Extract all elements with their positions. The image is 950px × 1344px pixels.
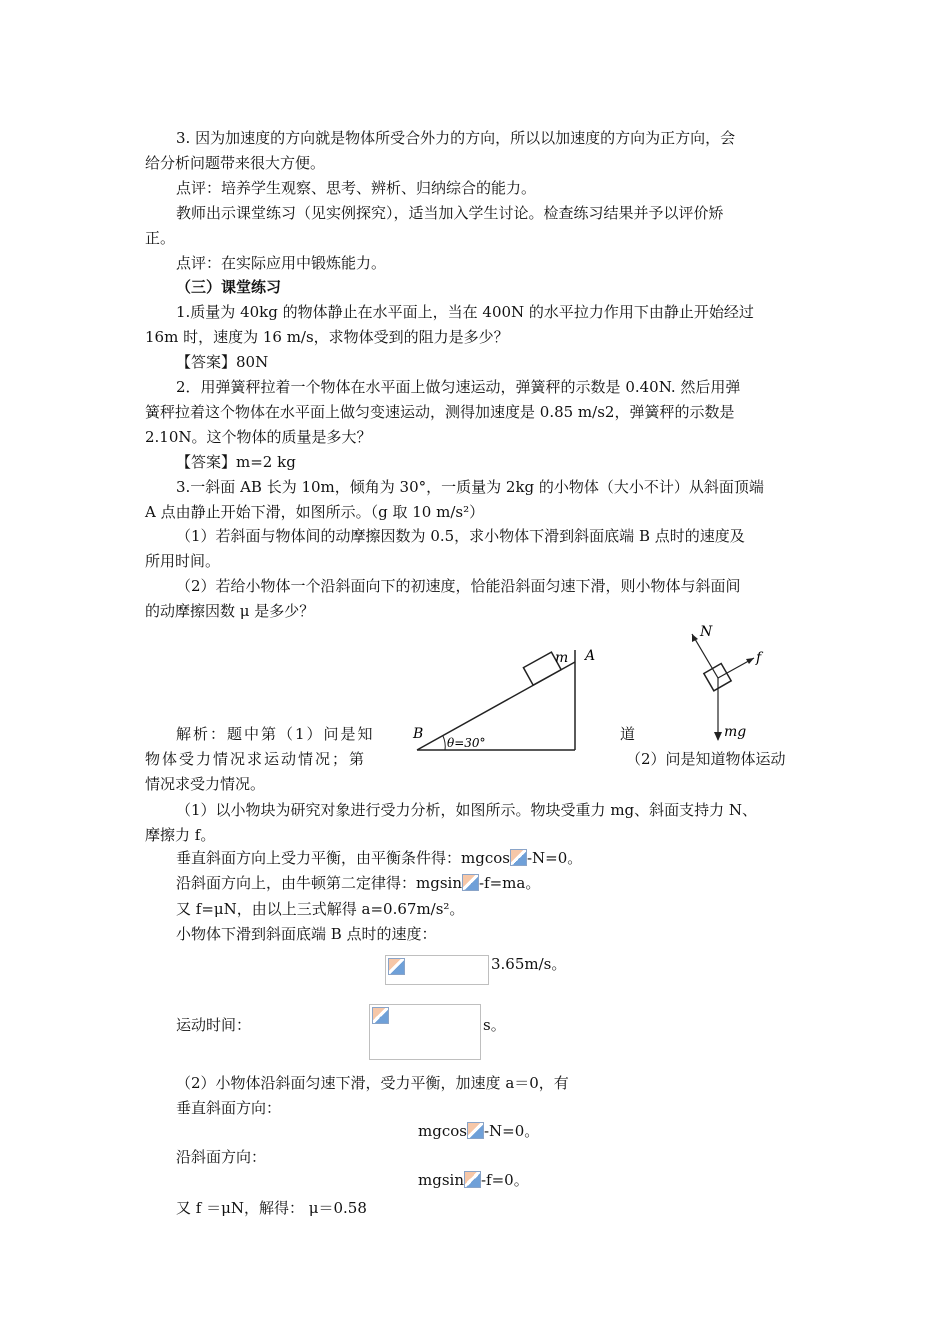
equation-line	[418, 1169, 529, 1191]
paragraph-line: 正。	[145, 229, 176, 247]
paragraph-line: 点评：培养学生观察、思考、辨析、归纳综合的能力。	[176, 179, 537, 197]
missing-image-icon	[462, 874, 479, 891]
solution-line: 垂直斜面方向：	[176, 1099, 282, 1117]
question-line: 3.一斜面 AB 长为 10m，倾角为 30°，一质量为 2kg 的小物体（大小不计）从斜面顶端	[176, 478, 764, 496]
solution-line: 沿斜面方向：	[176, 1148, 267, 1166]
paragraph-line: 教师出示课堂练习（见实例探究），适当加入学生讨论。检查练习结果并予以评价矫	[176, 204, 724, 222]
solution-line: （2）小物体沿斜面匀速下滑，受力平衡，加速度 a＝0，有	[176, 1074, 569, 1092]
paragraph-line: 点评：在实际应用中锻炼能力。	[176, 254, 387, 272]
solution-line: s。	[483, 1016, 506, 1034]
equation-text: 垂直斜面方向上受力平衡，由平衡条件得：mgcos	[176, 849, 510, 867]
solution-line: 摩擦力 f。	[145, 826, 216, 844]
solution-line: 又 f ＝μN，解得： μ＝0.58	[176, 1199, 367, 1217]
point-b-label: B	[413, 726, 424, 742]
friction-label: f	[756, 650, 762, 666]
solution-line: 又 f=μN，由以上三式解得 a=0.67m/s²。	[176, 900, 465, 918]
equation-text: mgsin	[418, 1171, 464, 1189]
paragraph-line: 给分析问题带来很大方便。	[145, 154, 326, 172]
angle-label: θ=30°	[447, 736, 486, 750]
equation-line	[418, 1120, 539, 1142]
missing-image-icon	[510, 849, 527, 866]
mass-label: m	[555, 650, 569, 666]
question-line: 簧秤拉着这个物体在水平面上做匀变速运动，测得加速度是 0.85 m/s2，弹簧秤的示数是	[145, 403, 735, 421]
solution-line: 3.65m/s。	[491, 955, 567, 973]
question-line: A 点由静止开始下滑，如图所示。（g 取 10 m/s²）	[145, 503, 485, 521]
missing-image-icon	[388, 958, 405, 975]
missing-image-icon	[467, 1122, 484, 1139]
question-line: 2.10N。这个物体的质量是多大？	[145, 428, 372, 446]
analysis-line: 情况求受力情况。	[145, 775, 266, 793]
section-heading: （三）课堂练习	[176, 278, 282, 296]
missing-image-icon	[464, 1171, 481, 1188]
equation-tail: -f=ma。	[478, 874, 541, 892]
question-line: （2）若给小物体一个沿斜面向下的初速度，恰能沿斜面匀速下滑，则小物体与斜面间	[176, 577, 741, 595]
analysis-line: 道	[620, 725, 636, 743]
point-a-label: A	[585, 648, 596, 664]
question-line: （1）若斜面与物体间的动摩擦因数为 0.5，求小物体下滑到斜面底端 B 点时的速度及	[176, 527, 745, 545]
incline-diagram	[405, 640, 605, 755]
answer-line: 【答案】80N	[176, 353, 269, 371]
equation-text: 沿斜面方向上，由牛顿第二定律得：mgsin	[176, 874, 462, 892]
answer-line: 【答案】m=2 kg	[176, 453, 296, 471]
question-line: 的动摩擦因数 μ 是多少？	[145, 602, 315, 620]
question-line: 所用时间。	[145, 552, 221, 570]
missing-image-icon	[372, 1007, 389, 1024]
equation-line	[176, 847, 582, 869]
equation-tail: -N=0。	[526, 849, 583, 867]
question-line: 1.质量为 40kg 的物体静止在水平面上，当在 400N 的水平拉力作用下由静止开始经过	[176, 303, 754, 321]
normal-force-label: N	[700, 624, 713, 640]
formula-image-frame	[369, 1004, 481, 1060]
equation-text: mgcos	[418, 1122, 467, 1140]
paragraph-line: 3. 因为加速度的方向就是物体所受合外力的方向，所以以加速度的方向为正方向，会	[176, 129, 736, 147]
equation-tail: -N=0。	[483, 1122, 540, 1140]
weight-label: mg	[724, 724, 747, 740]
solution-line: （1）以小物块为研究对象进行受力分析，如图所示。物块受重力 mg、斜面支持力 N、	[176, 801, 758, 819]
solution-line: 运动时间：	[176, 1016, 252, 1034]
analysis-line: 物体受力情况求运动情况；第	[145, 750, 367, 768]
equation-tail: -f=0。	[480, 1171, 529, 1189]
solution-line: 小物体下滑到斜面底端 B 点时的速度：	[176, 925, 437, 943]
analysis-line: 解析：题中第（1）问是知	[176, 725, 375, 743]
question-line: 16m 时，速度为 16 m/s，求物体受到的阻力是多少？	[145, 328, 509, 346]
analysis-line: （2）问是知道物体运动	[626, 750, 786, 768]
formula-image-frame	[385, 955, 489, 985]
force-diagram	[680, 620, 780, 745]
equation-line	[176, 872, 540, 894]
question-line: 2．用弹簧秤拉着一个物体在水平面上做匀速运动，弹簧秤的示数是 0.40N. 然后用弹	[176, 378, 741, 396]
